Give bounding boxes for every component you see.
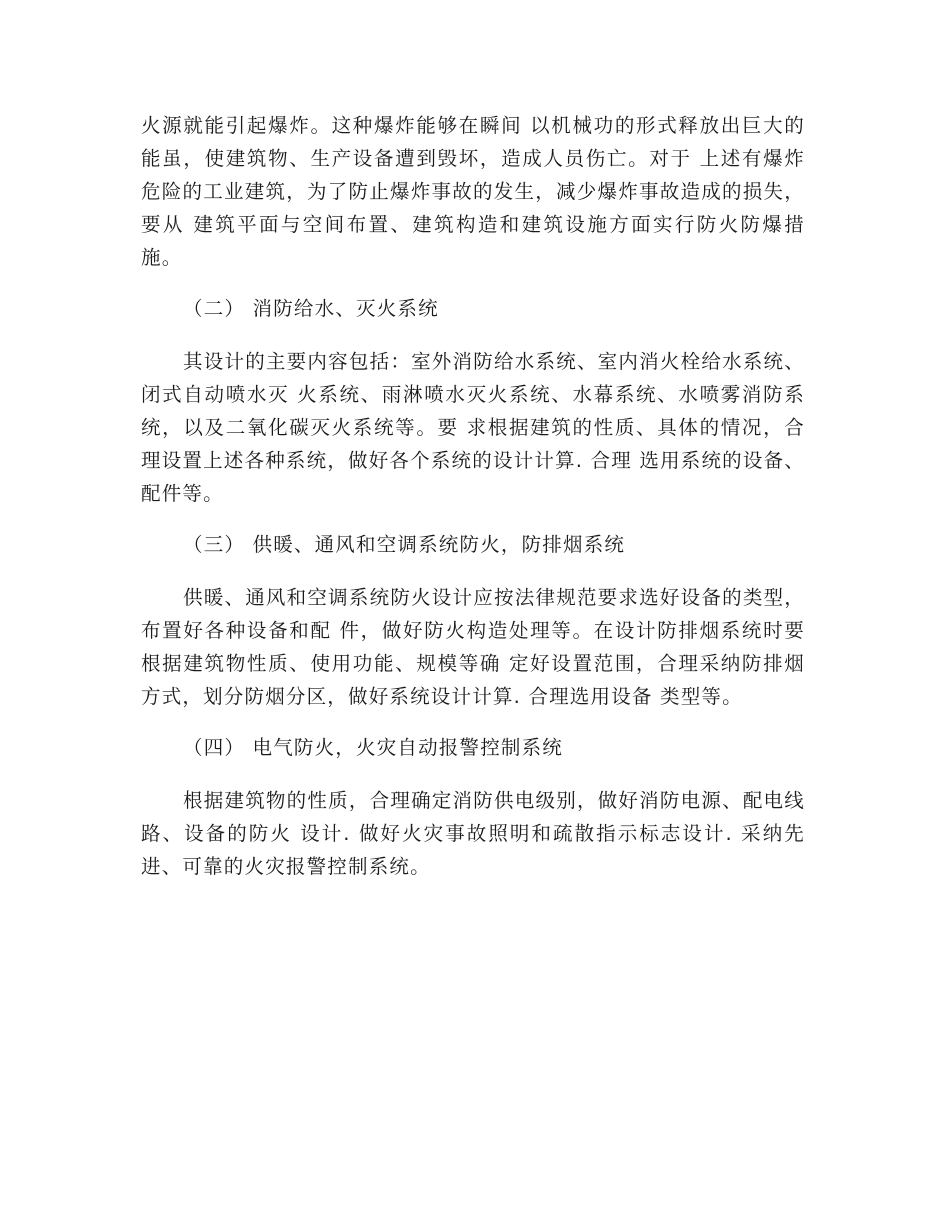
paragraph-hvac-smoke-control: 供暖、通风和空调系统防火设计应按法律规范要求选好设备的类型，布置好各种设备和配 件，做好防火构造处理等。在设计防排烟系统时要根据建筑物性质、使用功能、规模等确 定好设置范围，合理采纳防排烟方式，划分防烟分区，做好系统设计计算. 合理选用设备 类型等。 [141,586,805,708]
section-heading-electrical-fire-alarm: （四） 电气防火，火灾自动报警控制系统 [183,736,563,759]
spacer [141,561,805,581]
paragraph-electrical-fire-alarm: 根据建筑物的性质，合理确定消防供电级别，做好消防电源、配电线路、设备的防火 设计. 做好火灾事故照明和疏散指示标志设计. 采纳先进、可靠的火灾报警控制系统。 [141,789,805,878]
spacer [141,274,805,292]
paragraph-fire-water-supply: 其设计的主要内容包括：室外消防给水系统、室内消火栓给水系统、闭式自动喷水灭 火系统、雨淋喷水灭火系统、水幕系统、水喷雾消防系统，以及二氧化碳灭火系统等。要 求根据建筑的性质、具体的情况，合理设置上述各种系统，做好各个系统的设计计算. 合理 选用系统的设备、配件等。 [141,350,805,505]
paragraph-explosion-prevention: 火源就能引起爆炸。这种爆炸能够在瞬间 以机械功的形式释放出巨大的能虽，使建筑物、生产设备遭到毁坏，造成人员伤亡。对于 上述有爆炸危险的工业建筑，为了防止爆炸事故的发生，减少爆炸事故造成的损失，要从 建筑平面与空间布置、建筑构造和建筑设施方面实行防火防爆措施。 [141,114,805,269]
document-body [141,109,805,883]
spacer [141,325,805,345]
section-heading-hvac-smoke-control: （三） 供暖、通风和空调系统防火，防排烟系统 [183,533,626,556]
section-heading-fire-water-supply: （二） 消防给水、灭火系统 [183,297,439,320]
spacer [141,510,805,528]
spacer [141,713,805,731]
spacer [141,764,805,784]
